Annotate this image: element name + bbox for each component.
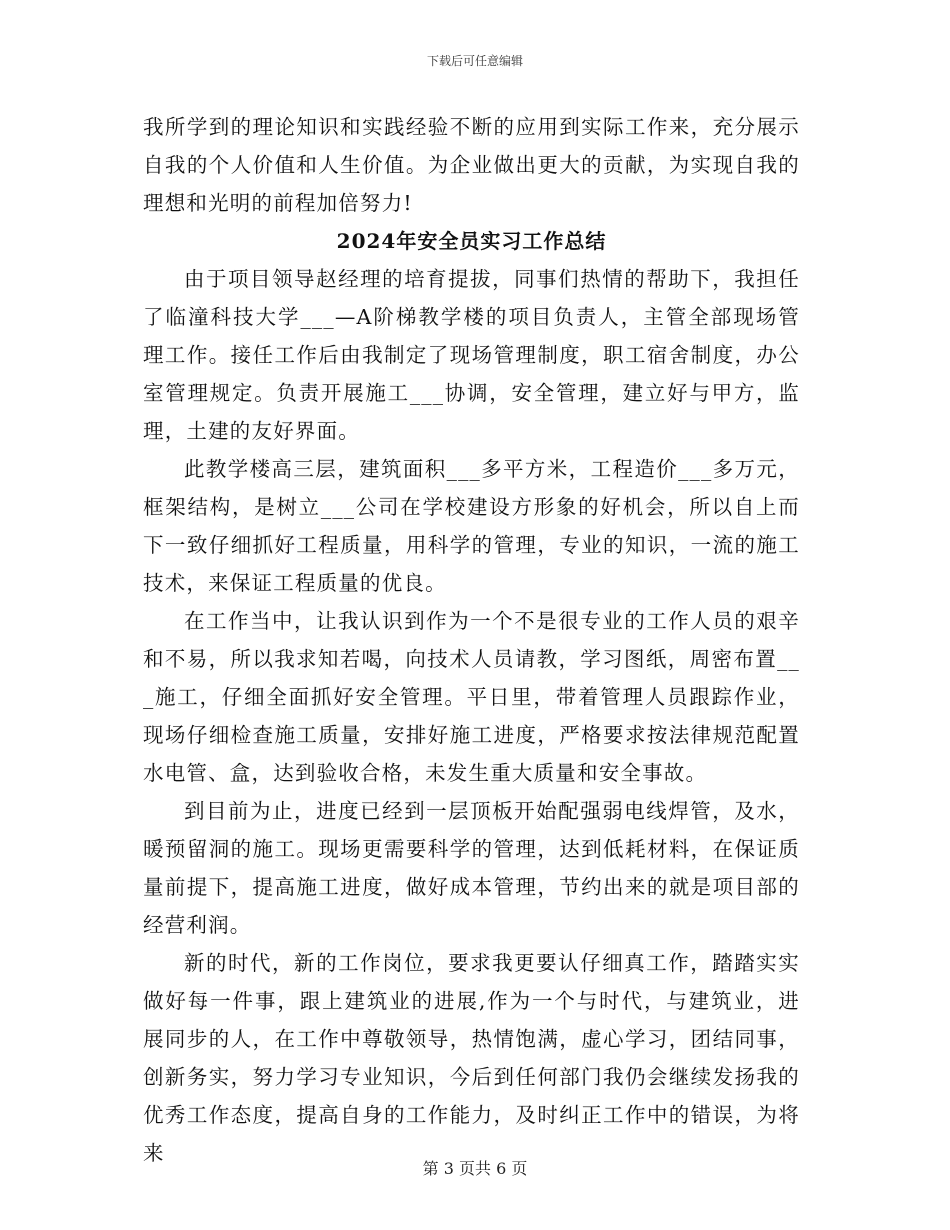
page-header: 下载后可任意编辑 (426, 54, 523, 68)
paragraph: 到目前为止，进度已经到一层顶板开始配强弱电线焊管，及水，暖预留洞的施工。现场更需要科学的管理，达到低耗材料，在保证质量前提下，提高施工进度，做好成本管理，节约出来的就是项目部的经营利润。 (143, 799, 800, 937)
page-footer: 第 3 页共 6 页 (422, 1159, 528, 1178)
section-title: 2024年安全员实习工作总结 (336, 229, 607, 253)
paragraph: 在工作当中，让我认识到作为一个不是很专业的工作人员的艰辛和不易，所以我求知若喝，向技术人员请教，学习图纸，周密布置___施工，仔细全面抓好安全管理。平日里，带着管理人员跟踪作业，现场仔细检查施工质量，安排好施工进度，严格要求按法律规范配置水电管、盒，达到验收合格，未发生重大质量和安全事故。 (143, 609, 800, 785)
document-body (143, 108, 800, 1172)
paragraph: 此教学楼高三层，建筑面积___多平方米，工程造价___多万元，框架结构，是树立___公司在学校建设方形象的好机会，所以自上而下一致仔细抓好工程质量，用科学的管理，专业的知识，一流的施工技术，来保证工程质量的优良。 (143, 457, 800, 595)
paragraph-continuation: 我所学到的理论知识和实践经验不断的应用到实际工作来，充分展示自我的个人价值和人生价值。为企业做出更大的贡献，为实现自我的理想和光明的前程加倍努力! (143, 115, 800, 215)
paragraph: 新的时代，新的工作岗位，要求我更要认仔细真工作，踏踏实实做好每一件事，跟上建筑业的进展,作为一个与时代，与建筑业，进展同步的人，在工作中尊敬领导，热情饱满，虚心学习，团结同事，创新务实，努力学习专业知识，今后到任何部门我仍会继续发扬我的优秀工作态度，提高自身的工作能力，及时纠正工作中的错误，为将来 (143, 951, 800, 1165)
paragraph: 由于项目领导赵经理的培育提拔，同事们热情的帮助下，我担任了临潼科技大学___—A阶梯教学楼的项目负责人，主管全部现场管理工作。接任工作后由我制定了现场管理制度，职工宿舍制度，办公室管理规定。负责开展施工___协调，安全管理，建立好与甲方，监理，土建的友好界面。 (143, 267, 800, 443)
